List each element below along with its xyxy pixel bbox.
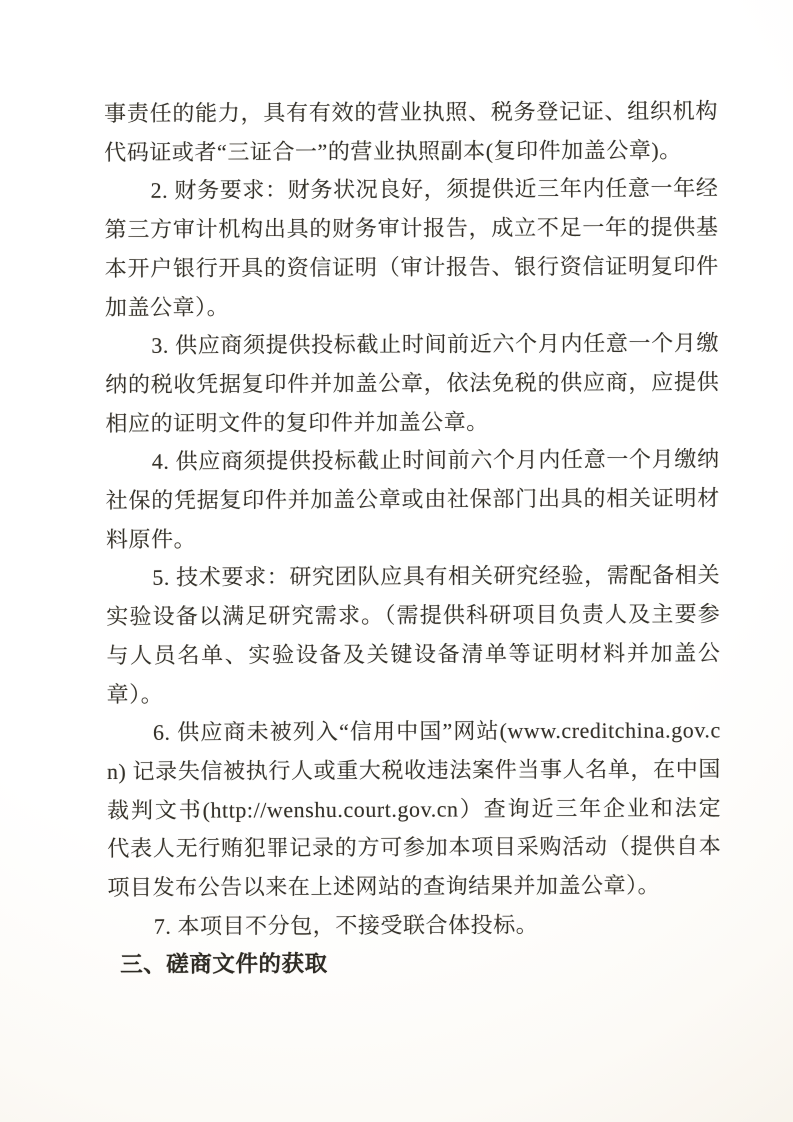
paragraph-continuation-qualification: 事责任的能力，具有有效的营业执照、税务登记证、组织机构代码证或者“三证合一”的营业执照副本(复印件加盖公章)。 xyxy=(104,98,719,165)
document-text-block xyxy=(104,92,722,985)
paragraph-2-financial-requirements: 2. 财务要求：财务状况良好，须提供近三年内任意一年经第三方审计机构出具的财务审计报告，成立不足一年的提供基本开户银行开具的资信证明（审计报告、银行资信证明复印件加盖公章）。 xyxy=(104,175,719,320)
paragraph-3-tax-receipts: 3. 供应商须提供投标截止时间前近六个月内任意一个月缴纳的税收凭据复印件并加盖公章，依法免税的供应商，应提供相应的证明文件的复印件并加盖公章。 xyxy=(105,330,720,436)
paragraph-5-technical-requirements: 5. 技术要求：研究团队应具有相关研究经验，需配备相关实验设备以满足研究需求。（需提供科研项目负责人及主要参与人员名单、实验设备及关键设备清单等证明材料并加盖公章）。 xyxy=(106,562,721,707)
paragraph-7-no-consortium: 7. 本项目不分包，不接受联合体投标。 xyxy=(153,911,539,939)
paragraph-6-credit-china-check: 6. 供应商未被列入“信用中国”网站(www.creditchina.gov.cn) 记录失信被执行人或重大税收违法案件当事人名单，在中国裁判文书(http://wenshu.court.gov.cn）查询近三年企业和法定代表人无行贿犯罪记录的方可参加本项目采购活动（提供自本项目发布公告以来在上述网站的查询结果并加盖公章）。 xyxy=(106,717,722,901)
section-heading-document-acquisition: 三、磋商文件的获取 xyxy=(120,951,328,978)
paragraph-4-social-security: 4. 供应商须提供投标截止时间前六个月内任意一个月缴纳社保的凭据复印件并加盖公章或由社保部门出具的相关证明材料原件。 xyxy=(105,446,720,552)
